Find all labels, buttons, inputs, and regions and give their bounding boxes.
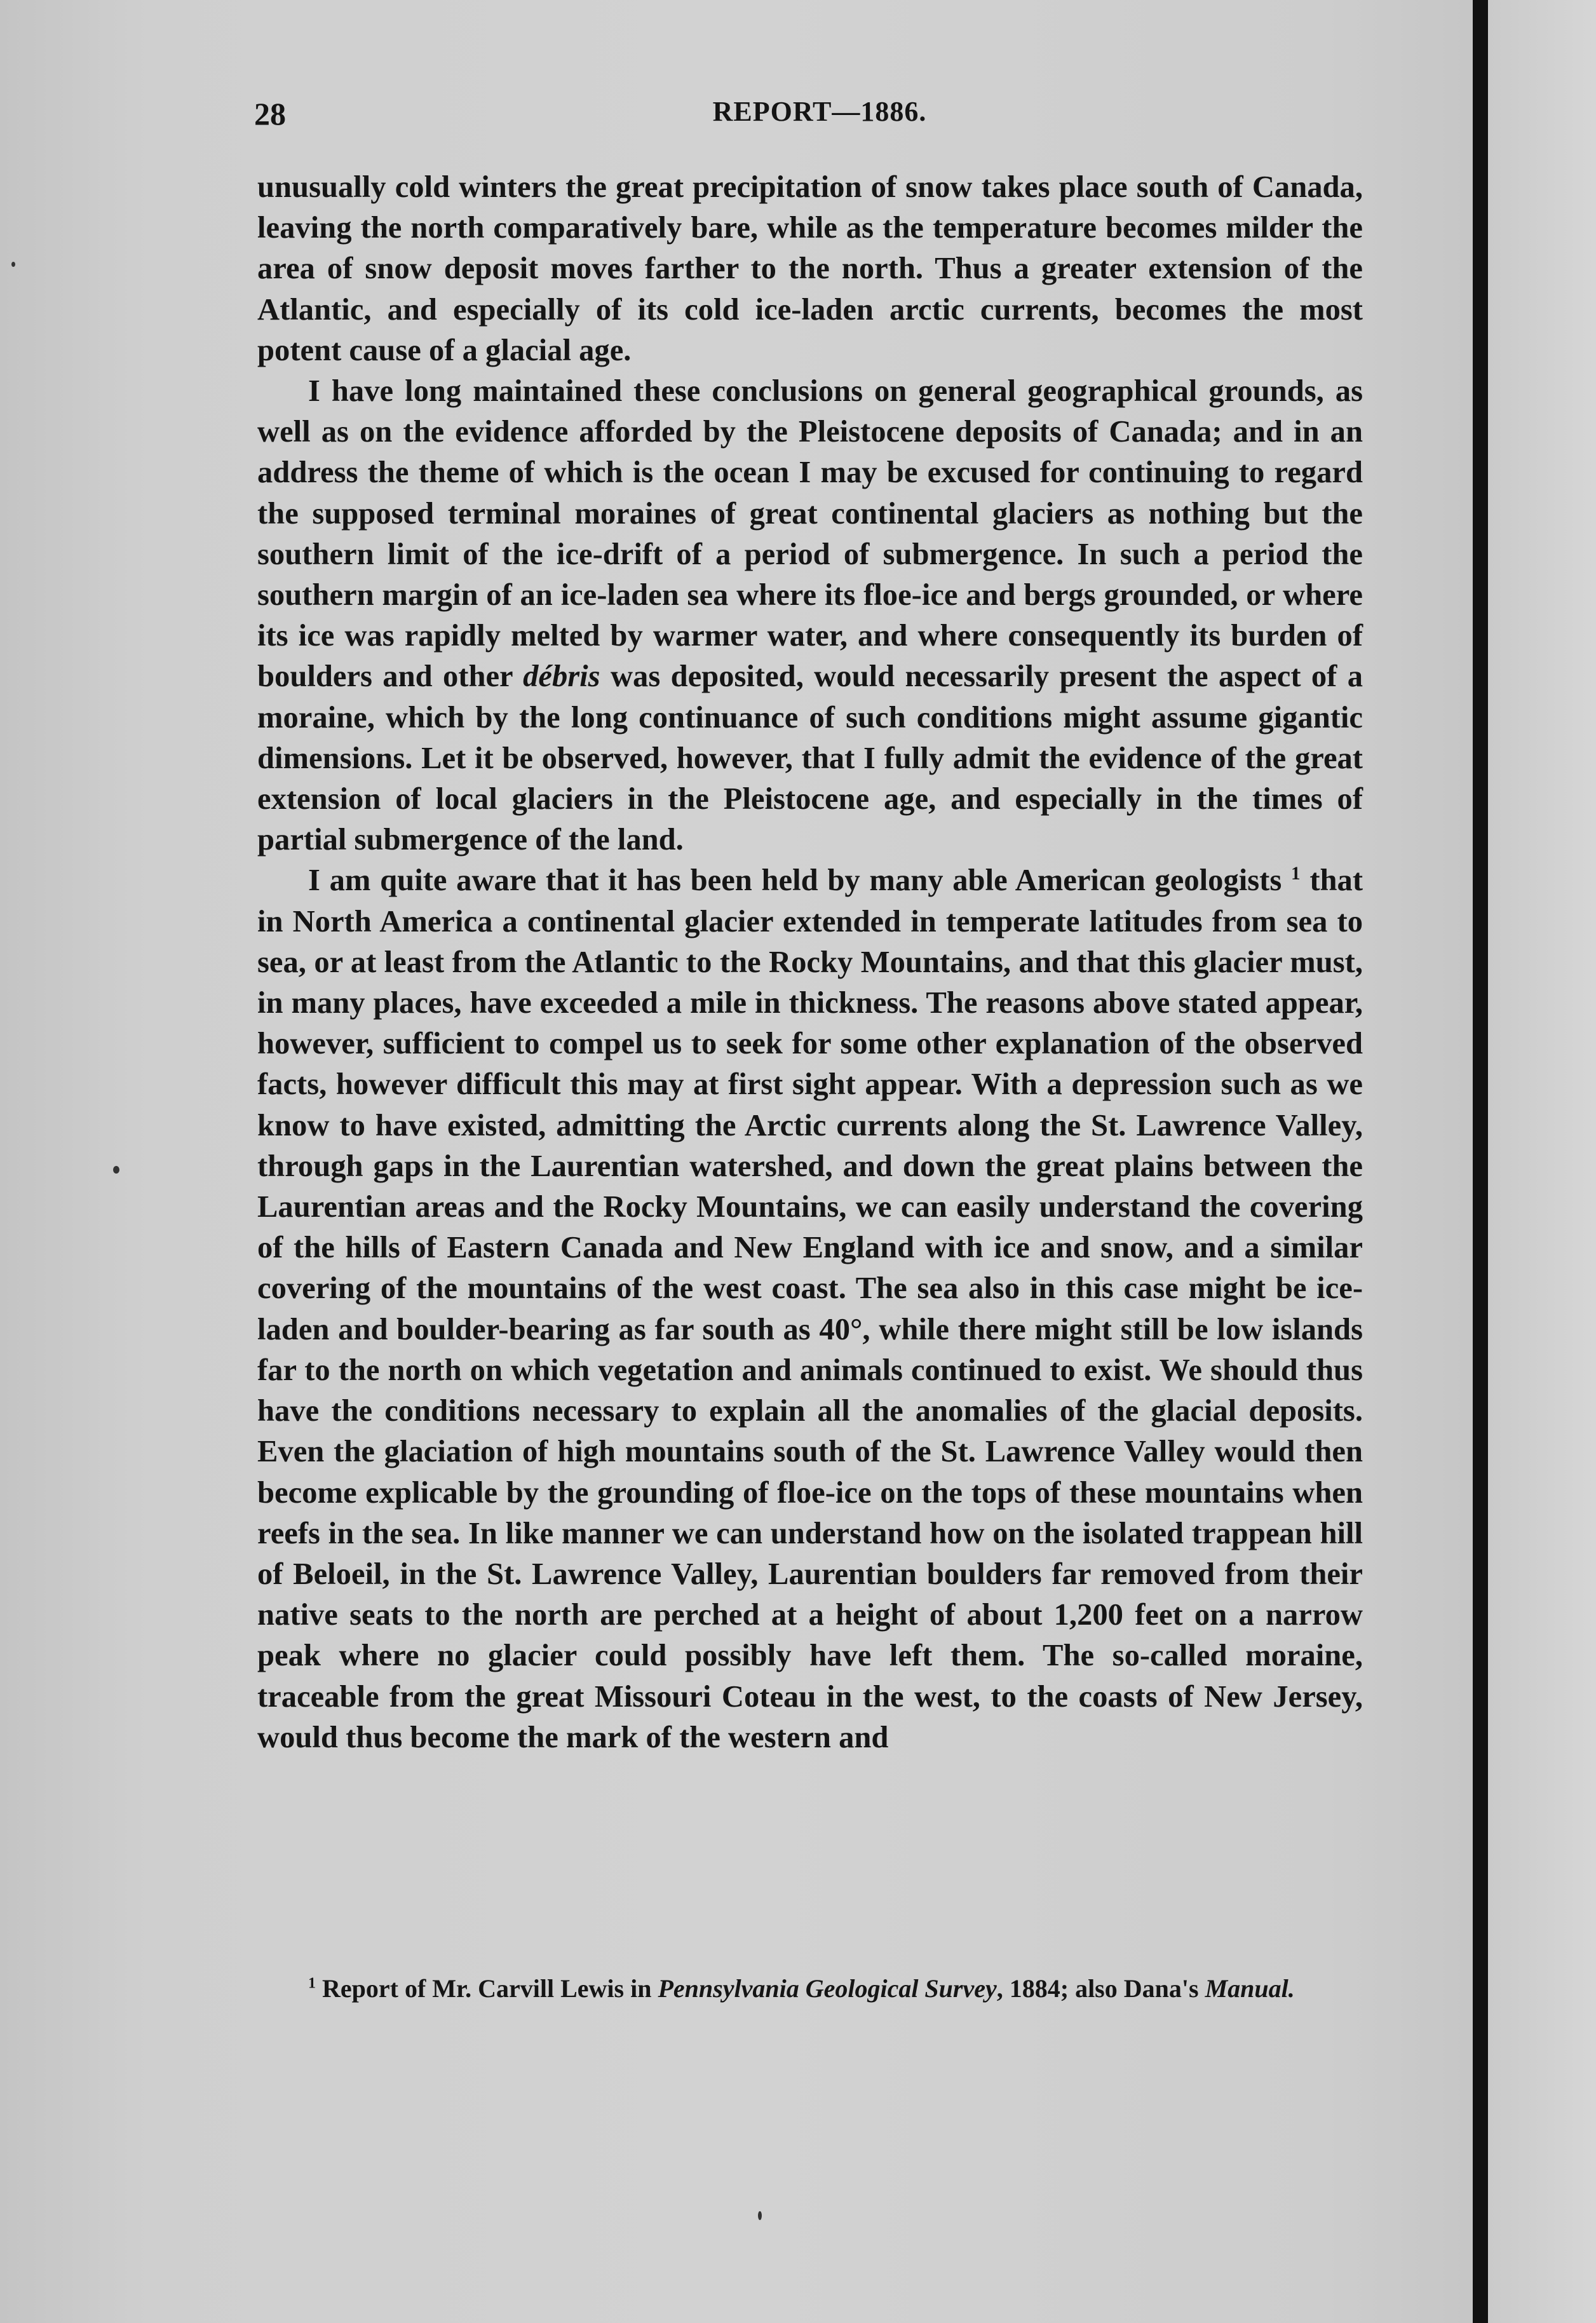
footnote-text-a: Report of Mr. Carvill Lewis in [322, 1974, 652, 2003]
footnote [257, 1971, 1363, 2007]
running-head: REPORT—1886. [712, 96, 927, 127]
footnote-italic-manual: Manual. [1205, 1974, 1295, 2003]
paragraph-1 [257, 166, 1363, 370]
margin-speck [113, 1166, 119, 1174]
footnote-text-b: , 1884; also Dana's [996, 1974, 1199, 2003]
margin-speck [11, 262, 15, 267]
body-text [257, 166, 1363, 1757]
page-binding-edge [1473, 0, 1488, 2323]
paragraph-2-text-b: was deposited, would necessarily present the aspect of a moraine, which by the long continuance of such conditions might assume gigantic dimensions. Let it be observed, however, that I fully admit the evidence of the great extension of local glaciers in the Pleistocene age, and especially in the times of partial submergence of the land. [257, 659, 1363, 857]
bottom-speck [758, 2211, 762, 2220]
italic-debris: débris [523, 659, 600, 694]
page-header [254, 95, 1385, 146]
paragraph-3 [257, 860, 1363, 1757]
paragraph-1-text: unusually cold winters the great precipitation of snow takes place south of Canada, leaving the north comparatively bare, while as the temperature becomes milder the area of snow deposit moves farther to the north. Thus a greater extension of the Atlantic, and especially of its cold ice-laden arctic currents, becomes the most potent cause of a glacial age. [257, 170, 1363, 367]
paragraph-2-text-a: I have long maintained these conclusions on general geographical grounds, as well as on the evidence afforded by the Pleistocene deposits of Canada; and in an address the theme of which is the ocean I may be excused for continuing to regard the supposed terminal moraines of great continental glaciers as nothing but the southern limit of the ice-drift of a period of submergence. In such a period the southern margin of an ice-laden sea where its floe-ice and bergs grounded, or where its ice was rapidly melted by warmer water, and where consequently its burden of boulders and other [257, 374, 1363, 694]
footnote-marker: 1 [308, 1975, 316, 1992]
paragraph-2 [257, 370, 1363, 860]
paragraph-3-text-a: I am quite aware that it has been held by many able American geologists [308, 863, 1282, 898]
page-number: 28 [254, 96, 286, 132]
footnote-reference[interactable]: 1 [1291, 864, 1301, 884]
footnote-italic-survey: Pennsylvania Geological Survey [658, 1974, 997, 2003]
paragraph-3-text-b: that in North America a continental glacier extended in temperate latitudes from sea to sea, or at least from the Atlantic to the Rocky Mountains, and that this glacier must, in many places, have exceeded a mile in thickness. The reasons above stated appear, however, sufficient to compel us to seek for some other explanation of the observed facts, however difficult this may at first sight appear. With a depression such as we know to have existed, admitting the Arctic currents along the St. Lawrence Valley, through gaps in the Laurentian watershed, and down the great plains between the Laurentian areas and the Rocky Mountains, we can easily understand the covering of the hills of Eastern Canada and New England with ice and snow, and a similar covering of the mountains of the west coast. The sea also in this case might be ice-laden and boulder-bearing as far south as 40°, while there might still be low islands far to the north on which vegetation and animals continued to exist. We should thus have the conditions necessary to explain all the anomalies of the glacial deposits. Even the glaciation of high mountains south of the St. Lawrence Valley would then become explicable by the grounding of floe-ice on the tops of these mountains when reefs in the sea. In like manner we can understand how on the isolated trappean hill of Beloeil, in the St. Lawrence Valley, Laurentian boulders far removed from their native seats to the north are perched at a height of about 1,200 feet on a narrow peak where no glacier could possibly have left them. The so-called moraine, traceable from the great Missouri Coteau in the west, to the coasts of New Jersey, would thus become the mark of the western and [257, 863, 1363, 1754]
adjacent-page-strip [1488, 0, 1596, 2323]
